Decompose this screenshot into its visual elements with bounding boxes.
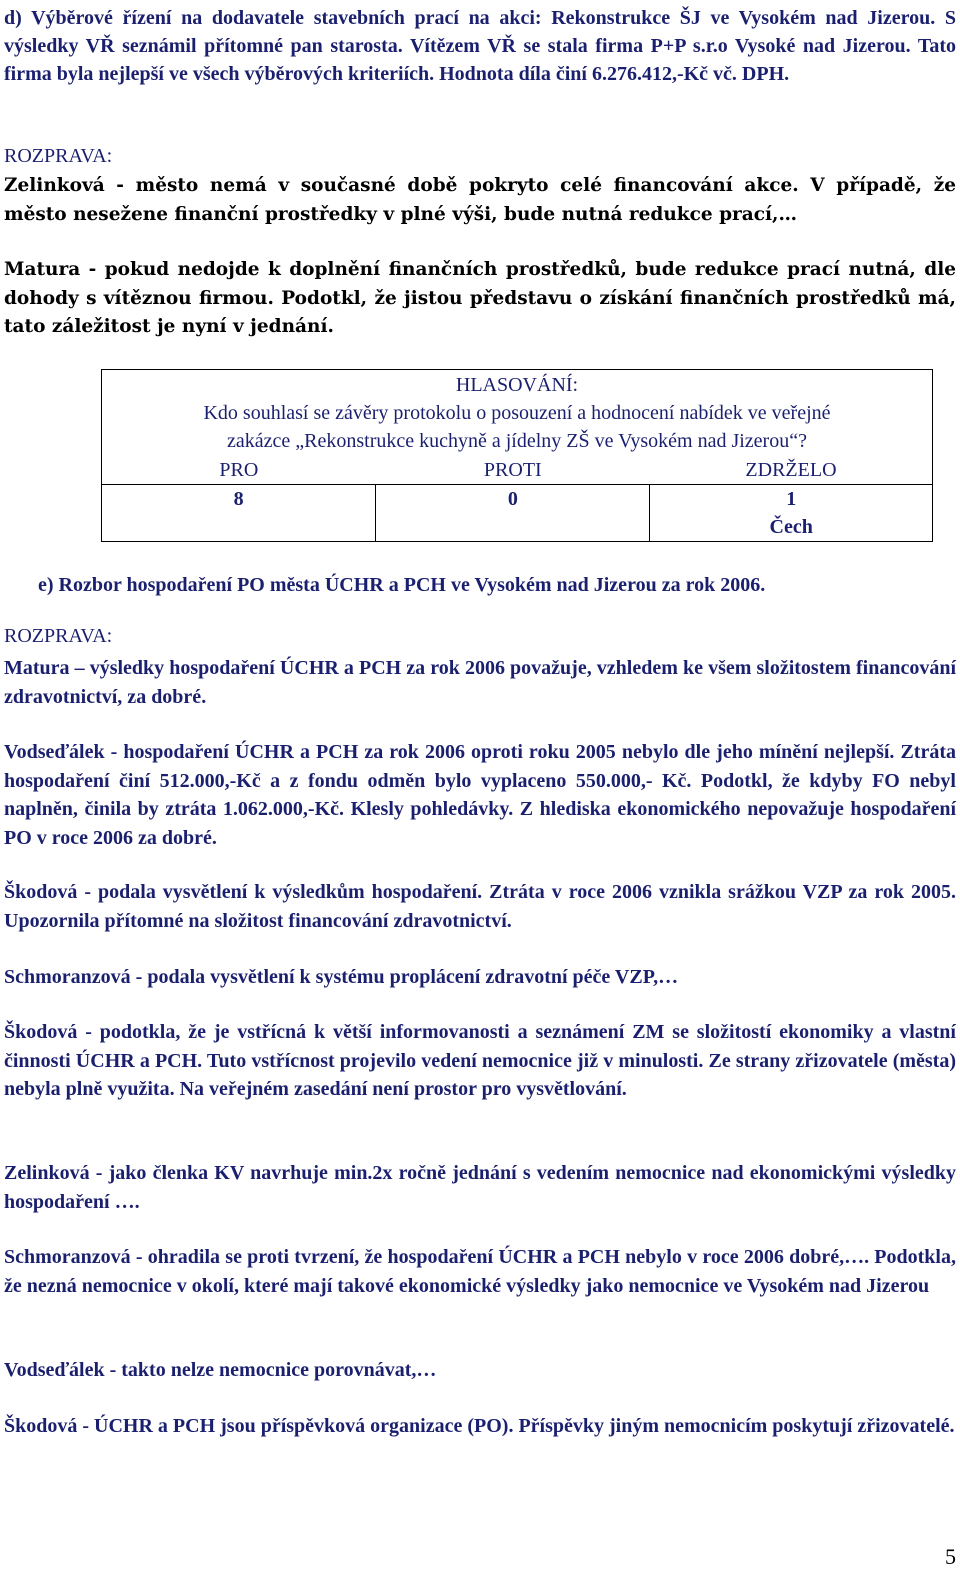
section-e-title: e) Rozbor hospodaření PO města ÚCHR a PCH ve Vysokém nad Jizerou za rok 2006. bbox=[38, 574, 766, 596]
rozprava-2-p7 bbox=[4, 1356, 956, 1385]
vote-value-pro bbox=[102, 485, 376, 542]
rozprava-2-p3-text: Schmoranzová - podala vysvětlení k systému proplácení zdravotní péče VZP,… bbox=[4, 966, 679, 988]
rozprava-2-heading: ROZPRAVA: bbox=[4, 625, 113, 647]
rozprava-2-p6 bbox=[4, 1243, 956, 1300]
rozprava-2-p2-text: Škodová - podala vysvětlení k výsledkům hospodaření. Ztráta v roce 2006 vznikla srážkou VZP za rok 2005. Upozornila přítomné na složitost financování zdravotnictví. bbox=[4, 881, 956, 932]
rozprava-2-p8 bbox=[4, 1412, 956, 1441]
rozprava-2-p0 bbox=[4, 654, 956, 711]
rozprava-1-p2: Matura - pokud nedojde k doplnění finančních prostředků, bude redukce prací nutná, dle dohody s vítěznou firmou. Podotkl, že jistou představu o získání finančních prostředků má, tato záležitost je nyní v jednání. bbox=[4, 259, 956, 337]
vote-question-line1: Kdo souhlasí se závěry protokolu o posouzení a hodnocení nabídek ve veřejné bbox=[203, 402, 831, 424]
rozprava-2-p5 bbox=[4, 1159, 956, 1216]
vote-col-zdrzelo: ZDRŽELO bbox=[650, 456, 933, 485]
vote-value-proti bbox=[376, 485, 650, 542]
vote-abstained-name: Čech bbox=[769, 516, 813, 538]
vote-value-zdrzelo-text: 1 bbox=[786, 488, 797, 510]
rozprava-2-p7-text: Vodseďálek - takto nelze nemocnice porovnávat,… bbox=[4, 1359, 437, 1381]
rozprava-2-p5-text: Zelinková - jako členka KV navrhuje min.2x ročně jednání s vedením nemocnice nad ekonomickými výsledky hospodaření …. bbox=[4, 1162, 956, 1213]
rozprava-1-p1-container bbox=[4, 172, 956, 229]
rozprava-2-p4 bbox=[4, 1018, 956, 1104]
page-number: 5 bbox=[945, 1544, 956, 1569]
vote-col-pro: PRO bbox=[102, 456, 376, 485]
vote-table bbox=[101, 369, 933, 542]
vote-header-cell bbox=[102, 370, 933, 457]
rozprava-2-p4-text: Škodová - podotkla, že je vstřícná k větší informovanosti a seznámení ZM se složitostí ekonomiky a vlastní činnosti ÚCHR a PCH. Tuto vstřícnost projevilo vedení nemocnice již v minulosti. Ze strany zřizovatele (města) nebyla plně využita. Na veřejném zasedání není prostor pro vysvětlování. bbox=[4, 1021, 956, 1100]
rozprava-2-p0-text: Matura – výsledky hospodaření ÚCHR a PCH za rok 2006 považuje, vzhledem ke všem složitostem financování zdravotnictví, za dobré. bbox=[4, 657, 956, 708]
vote-value-proti-text: 0 bbox=[507, 488, 518, 510]
rozprava-2-p1-text: Vodseďálek - hospodaření ÚCHR a PCH za rok 2006 oproti roku 2005 nebylo dle jeho mínění nejlepší. Ztráta hospodaření činí 512.000,-Kč a z fondu odměn bylo vyplaceno 550.000,- Kč. Podotkl, že kdyby FO nebyl naplněn, činila by ztráta 1.062.000,-Kč. Klesly pohledávky. Z hlediska ekonomického nepovažuje hospodaření PO v roce 2006 za dobré. bbox=[4, 741, 956, 849]
vote-col-proti: PROTI bbox=[483, 458, 542, 481]
rozprava-2-p3 bbox=[4, 963, 956, 992]
vote-heading: HLASOVÁNÍ: bbox=[455, 374, 579, 396]
vote-value-pro-text: 8 bbox=[233, 488, 244, 510]
vote-value-zdrzelo bbox=[650, 485, 933, 542]
rozprava-1-p1: Zelinková - město nemá v současné době pokryto celé financování akce. V případě, že město nesežene finanční prostředky v plné výši, bude nutná redukce prací,… bbox=[4, 175, 956, 225]
rozprava-2-p1 bbox=[4, 738, 956, 852]
section-d bbox=[4, 4, 956, 88]
rozprava-2-p8-text: Škodová - ÚCHR a PCH jsou příspěvková organizace (PO). Příspěvky jiným nemocnicím poskytují zřizovatelé. bbox=[4, 1415, 955, 1437]
vote-question-line2: zakázce „Rekonstrukce kuchyně a jídelny ZŠ ve Vysokém nad Jizerou“? bbox=[227, 430, 807, 452]
rozprava-1-p2-container bbox=[4, 256, 956, 342]
rozprava-2-p6-text: Schmoranzová - ohradila se proti tvrzení, že hospodaření ÚCHR a PCH nebylo v roce 2006 dobré,…. Podotkla, že nezná nemocnice v okolí, které mají takové ekonomické výsledky jako nemocnice ve Vysokém nad Jizerou bbox=[4, 1246, 956, 1297]
rozprava-2-p2 bbox=[4, 878, 956, 935]
rozprava-1-heading: ROZPRAVA: bbox=[4, 145, 113, 167]
section-d-text: d) Výběrové řízení na dodavatele stavebních prací na akci: Rekonstrukce ŠJ ve Vysokém nad Jizerou. S výsledky VŘ seznámil přítomné pan starosta. Vítězem VŘ se stala firma P+P s.r.o Vysoké nad Jizerou. Tato firma byla nejlepší ve všech výběrových kriteriích. Hodnota díla činí 6.276.412,-Kč vč. DPH. bbox=[4, 7, 956, 85]
